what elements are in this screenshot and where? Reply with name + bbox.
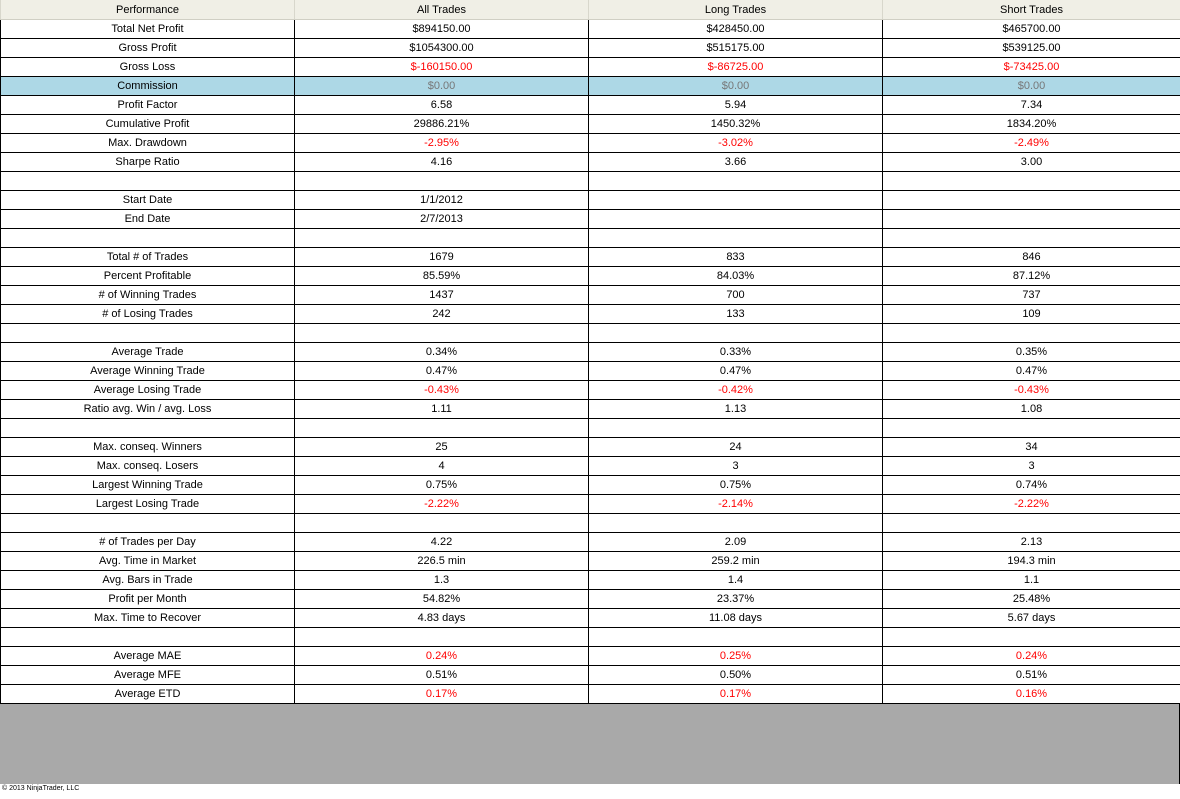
table-row[interactable] xyxy=(1,571,1180,590)
row-label: # of Winning Trades xyxy=(1,286,295,305)
row-label xyxy=(1,172,295,191)
short-trades-cell: 194.3 min xyxy=(883,552,1180,571)
short-trades-cell: 0.24% xyxy=(883,647,1180,666)
short-trades-cell: 34 xyxy=(883,438,1180,457)
row-label: Cumulative Profit xyxy=(1,115,295,134)
short-trades-cell: 1.08 xyxy=(883,400,1180,419)
long-trades-cell: 23.37% xyxy=(589,590,883,609)
long-trades-cell: -2.14% xyxy=(589,495,883,514)
table-row[interactable] xyxy=(1,457,1180,476)
column-header-all-trades[interactable]: All Trades xyxy=(295,0,589,20)
long-trades-cell xyxy=(589,324,883,343)
short-trades-cell: 0.47% xyxy=(883,362,1180,381)
row-label: Profit Factor xyxy=(1,96,295,115)
long-trades-cell xyxy=(589,419,883,438)
all-trades-cell xyxy=(295,514,589,533)
all-trades-cell: 1/1/2012 xyxy=(295,191,589,210)
long-trades-cell xyxy=(589,229,883,248)
long-trades-cell: 0.33% xyxy=(589,343,883,362)
row-label: Max. conseq. Winners xyxy=(1,438,295,457)
row-label: Average Trade xyxy=(1,343,295,362)
header-row xyxy=(1,0,1180,20)
long-trades-cell xyxy=(589,191,883,210)
short-trades-cell: 0.74% xyxy=(883,476,1180,495)
table-row[interactable] xyxy=(1,96,1180,115)
row-label: Average Losing Trade xyxy=(1,381,295,400)
row-label: # of Trades per Day xyxy=(1,533,295,552)
table-row[interactable] xyxy=(1,39,1180,58)
table-row[interactable] xyxy=(1,172,1180,191)
all-trades-cell xyxy=(295,172,589,191)
all-trades-cell: 0.24% xyxy=(295,647,589,666)
all-trades-cell xyxy=(295,229,589,248)
long-trades-cell: 11.08 days xyxy=(589,609,883,628)
copyright-footer: © 2013 NinjaTrader, LLC xyxy=(2,785,80,792)
long-trades-cell xyxy=(589,628,883,647)
all-trades-cell: 4.83 days xyxy=(295,609,589,628)
all-trades-cell xyxy=(295,628,589,647)
table-row[interactable] xyxy=(1,362,1180,381)
long-trades-cell: 3 xyxy=(589,457,883,476)
all-trades-cell: 0.47% xyxy=(295,362,589,381)
row-label: Total # of Trades xyxy=(1,248,295,267)
short-trades-cell: $539125.00 xyxy=(883,39,1180,58)
all-trades-cell: 1.11 xyxy=(295,400,589,419)
all-trades-cell: $-160150.00 xyxy=(295,58,589,77)
all-trades-cell: 0.34% xyxy=(295,343,589,362)
row-label: Start Date xyxy=(1,191,295,210)
short-trades-cell xyxy=(883,628,1180,647)
table-row[interactable] xyxy=(1,609,1180,628)
long-trades-cell: 1.13 xyxy=(589,400,883,419)
row-label: Max. conseq. Losers xyxy=(1,457,295,476)
row-label xyxy=(1,514,295,533)
short-trades-cell: 5.67 days xyxy=(883,609,1180,628)
long-trades-cell: 5.94 xyxy=(589,96,883,115)
long-trades-cell xyxy=(589,514,883,533)
short-trades-cell: 0.35% xyxy=(883,343,1180,362)
table-row[interactable] xyxy=(1,628,1180,647)
table-row[interactable] xyxy=(1,20,1180,39)
all-trades-cell: $0.00 xyxy=(295,77,589,96)
all-trades-cell: 1437 xyxy=(295,286,589,305)
row-label xyxy=(1,324,295,343)
table-row[interactable] xyxy=(1,191,1180,210)
table-row[interactable] xyxy=(1,381,1180,400)
table-row[interactable] xyxy=(1,590,1180,609)
short-trades-cell: $465700.00 xyxy=(883,20,1180,39)
table-row[interactable] xyxy=(1,267,1180,286)
column-header-short-trades[interactable]: Short Trades xyxy=(883,0,1180,20)
all-trades-cell: 0.51% xyxy=(295,666,589,685)
row-label: Percent Profitable xyxy=(1,267,295,286)
table-row[interactable] xyxy=(1,77,1180,96)
table-row[interactable] xyxy=(1,134,1180,153)
table-row[interactable] xyxy=(1,685,1180,704)
table-row[interactable] xyxy=(1,400,1180,419)
long-trades-cell xyxy=(589,210,883,229)
table-row[interactable] xyxy=(1,514,1180,533)
short-trades-cell xyxy=(883,324,1180,343)
short-trades-cell: $-73425.00 xyxy=(883,58,1180,77)
short-trades-cell: 737 xyxy=(883,286,1180,305)
all-trades-cell: 25 xyxy=(295,438,589,457)
all-trades-cell: 4.22 xyxy=(295,533,589,552)
row-label: End Date xyxy=(1,210,295,229)
row-label xyxy=(1,628,295,647)
long-trades-cell: $515175.00 xyxy=(589,39,883,58)
table-row[interactable] xyxy=(1,210,1180,229)
long-trades-cell: $428450.00 xyxy=(589,20,883,39)
long-trades-cell: 833 xyxy=(589,248,883,267)
table-row[interactable] xyxy=(1,647,1180,666)
all-trades-cell: -0.43% xyxy=(295,381,589,400)
short-trades-cell xyxy=(883,191,1180,210)
long-trades-cell: 0.47% xyxy=(589,362,883,381)
short-trades-cell: -0.43% xyxy=(883,381,1180,400)
short-trades-cell xyxy=(883,229,1180,248)
table-row[interactable] xyxy=(1,476,1180,495)
long-trades-cell: $-86725.00 xyxy=(589,58,883,77)
long-trades-cell: 700 xyxy=(589,286,883,305)
all-trades-cell: 4.16 xyxy=(295,153,589,172)
long-trades-cell: 259.2 min xyxy=(589,552,883,571)
all-trades-cell: 1.3 xyxy=(295,571,589,590)
long-trades-cell: 24 xyxy=(589,438,883,457)
long-trades-cell: 2.09 xyxy=(589,533,883,552)
long-trades-cell: 0.17% xyxy=(589,685,883,704)
short-trades-cell: 7.34 xyxy=(883,96,1180,115)
short-trades-cell xyxy=(883,172,1180,191)
table-row[interactable] xyxy=(1,419,1180,438)
table-row[interactable] xyxy=(1,115,1180,134)
long-trades-cell: -0.42% xyxy=(589,381,883,400)
row-label: Total Net Profit xyxy=(1,20,295,39)
all-trades-cell: $1054300.00 xyxy=(295,39,589,58)
all-trades-cell xyxy=(295,324,589,343)
short-trades-cell: 1834.20% xyxy=(883,115,1180,134)
long-trades-cell: 133 xyxy=(589,305,883,324)
long-trades-cell: 0.25% xyxy=(589,647,883,666)
all-trades-cell: $894150.00 xyxy=(295,20,589,39)
all-trades-cell: 29886.21% xyxy=(295,115,589,134)
table-body xyxy=(1,20,1180,704)
long-trades-cell: 1450.32% xyxy=(589,115,883,134)
table-row[interactable] xyxy=(1,343,1180,362)
long-trades-cell: $0.00 xyxy=(589,77,883,96)
all-trades-cell: 54.82% xyxy=(295,590,589,609)
long-trades-cell: 0.75% xyxy=(589,476,883,495)
all-trades-cell xyxy=(295,419,589,438)
short-trades-cell: 0.16% xyxy=(883,685,1180,704)
row-label xyxy=(1,229,295,248)
short-trades-cell: 25.48% xyxy=(883,590,1180,609)
short-trades-cell: 2.13 xyxy=(883,533,1180,552)
short-trades-cell: -2.49% xyxy=(883,134,1180,153)
table-row[interactable] xyxy=(1,533,1180,552)
table-row[interactable] xyxy=(1,666,1180,685)
row-label: Profit per Month xyxy=(1,590,295,609)
short-trades-cell xyxy=(883,419,1180,438)
table-row[interactable] xyxy=(1,324,1180,343)
row-label: Largest Winning Trade xyxy=(1,476,295,495)
short-trades-cell: 0.51% xyxy=(883,666,1180,685)
row-label: Avg. Time in Market xyxy=(1,552,295,571)
row-label xyxy=(1,419,295,438)
table-row[interactable] xyxy=(1,495,1180,514)
short-trades-cell: 846 xyxy=(883,248,1180,267)
long-trades-cell: 1.4 xyxy=(589,571,883,590)
all-trades-cell: 85.59% xyxy=(295,267,589,286)
table-row[interactable] xyxy=(1,229,1180,248)
short-trades-cell: 3.00 xyxy=(883,153,1180,172)
table-row[interactable] xyxy=(1,305,1180,324)
row-label: Average MFE xyxy=(1,666,295,685)
row-label: Commission xyxy=(1,77,295,96)
all-trades-cell: 242 xyxy=(295,305,589,324)
short-trades-cell: $0.00 xyxy=(883,77,1180,96)
row-label: Average ETD xyxy=(1,685,295,704)
short-trades-cell: -2.22% xyxy=(883,495,1180,514)
all-trades-cell: 0.17% xyxy=(295,685,589,704)
long-trades-cell: 3.66 xyxy=(589,153,883,172)
long-trades-cell xyxy=(589,172,883,191)
table-row[interactable] xyxy=(1,248,1180,267)
row-label: Largest Losing Trade xyxy=(1,495,295,514)
all-trades-cell: 226.5 min xyxy=(295,552,589,571)
long-trades-cell: 84.03% xyxy=(589,267,883,286)
column-header-performance[interactable]: Performance xyxy=(1,0,295,20)
all-trades-cell: 6.58 xyxy=(295,96,589,115)
row-label: Average Winning Trade xyxy=(1,362,295,381)
short-trades-cell: 3 xyxy=(883,457,1180,476)
row-label: Avg. Bars in Trade xyxy=(1,571,295,590)
table-row[interactable] xyxy=(1,153,1180,172)
short-trades-cell: 109 xyxy=(883,305,1180,324)
table-row[interactable] xyxy=(1,286,1180,305)
short-trades-cell xyxy=(883,514,1180,533)
all-trades-cell: -2.22% xyxy=(295,495,589,514)
empty-grid-area xyxy=(0,704,1180,784)
all-trades-cell: 0.75% xyxy=(295,476,589,495)
row-label: # of Losing Trades xyxy=(1,305,295,324)
all-trades-cell: 2/7/2013 xyxy=(295,210,589,229)
long-trades-cell: 0.50% xyxy=(589,666,883,685)
row-label: Gross Profit xyxy=(1,39,295,58)
long-trades-cell: -3.02% xyxy=(589,134,883,153)
all-trades-cell: -2.95% xyxy=(295,134,589,153)
table-row[interactable] xyxy=(1,438,1180,457)
row-label: Max. Time to Recover xyxy=(1,609,295,628)
row-label: Ratio avg. Win / avg. Loss xyxy=(1,400,295,419)
row-label: Max. Drawdown xyxy=(1,134,295,153)
short-trades-cell: 1.1 xyxy=(883,571,1180,590)
all-trades-cell: 4 xyxy=(295,457,589,476)
short-trades-cell xyxy=(883,210,1180,229)
row-label: Gross Loss xyxy=(1,58,295,77)
table-row[interactable] xyxy=(1,58,1180,77)
column-header-long-trades[interactable]: Long Trades xyxy=(589,0,883,20)
row-label: Sharpe Ratio xyxy=(1,153,295,172)
row-label: Average MAE xyxy=(1,647,295,666)
table-row[interactable] xyxy=(1,552,1180,571)
all-trades-cell: 1679 xyxy=(295,248,589,267)
short-trades-cell: 87.12% xyxy=(883,267,1180,286)
